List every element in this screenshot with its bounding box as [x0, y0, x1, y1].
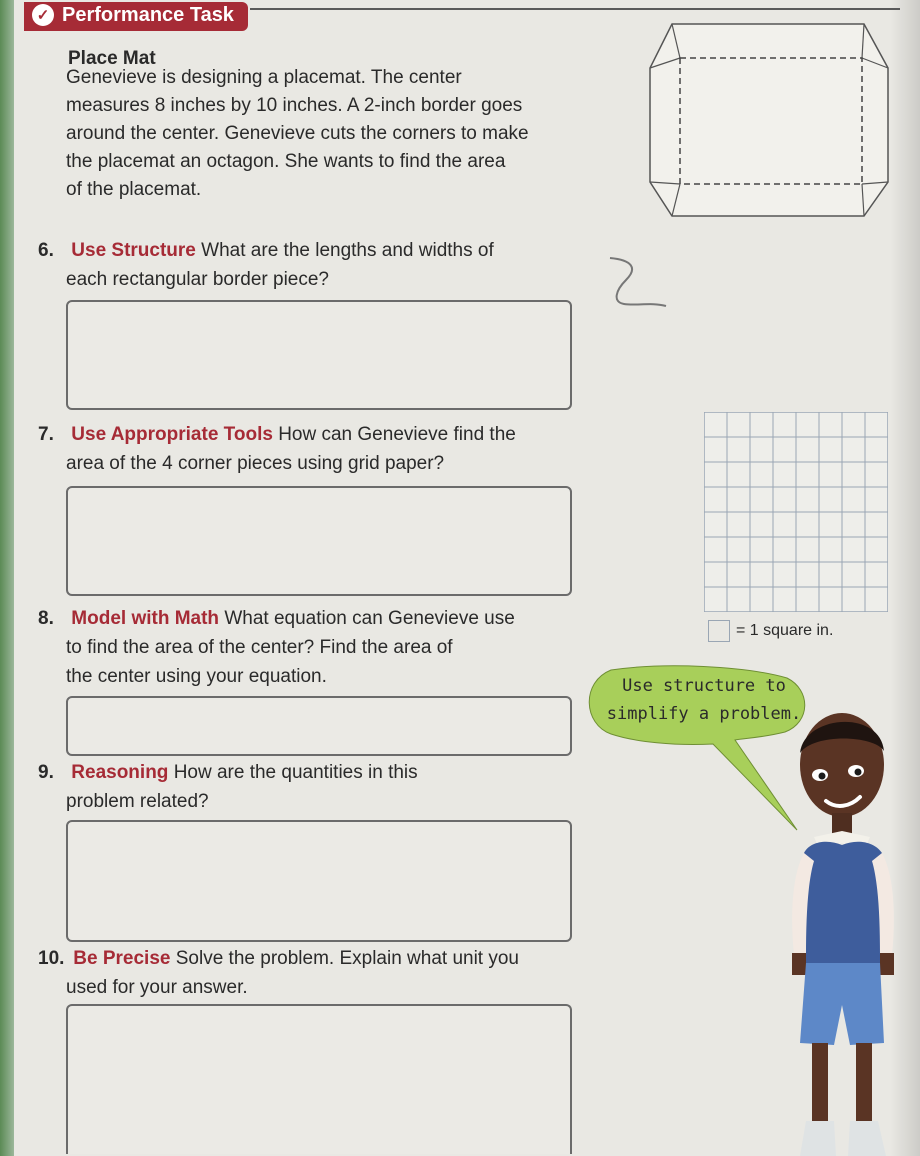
- answer-box-9[interactable]: [66, 820, 572, 942]
- placemat-diagram: [648, 22, 892, 218]
- question-10: [38, 944, 568, 1002]
- banner-rule: [250, 8, 900, 10]
- square-unit-icon: [708, 620, 730, 642]
- question-number: 10.: [38, 948, 65, 969]
- question-text: problem related?: [66, 791, 209, 812]
- answer-box-10[interactable]: [66, 1004, 572, 1154]
- question-number: 8.: [38, 608, 54, 629]
- question-text: How can Genevieve find the: [278, 424, 516, 445]
- question-text: used for your answer.: [66, 977, 248, 998]
- question-number: 7.: [38, 424, 54, 445]
- answer-box-6[interactable]: [66, 300, 572, 410]
- problem-heading: Place Mat: [68, 48, 156, 69]
- question-skill: Model with Math: [71, 608, 220, 629]
- problem-line: of the placemat.: [66, 179, 202, 200]
- question-9: [38, 758, 568, 816]
- question-text: each rectangular border piece?: [66, 269, 330, 290]
- question-text: How are the quantities in this: [173, 762, 418, 783]
- grid-legend-text: = 1 square in.: [736, 622, 834, 639]
- question-text: the center using your equation.: [66, 666, 327, 687]
- problem-line: the placemat an octagon. She wants to find the area: [66, 151, 506, 172]
- question-text: to find the area of the center? Find the area of: [66, 637, 453, 658]
- question-text: What are the lengths and widths of: [201, 240, 494, 261]
- problem-line: Genevieve is designing a placemat. The center: [66, 67, 462, 88]
- student-character: [770, 705, 910, 1156]
- question-skill: Be Precise: [73, 948, 171, 969]
- book-spine: [0, 0, 14, 1156]
- grid-legend: [708, 620, 833, 642]
- check-icon: ✓: [32, 4, 54, 26]
- question-number: 6.: [38, 240, 54, 261]
- question-8: [38, 604, 568, 691]
- banner-title: Performance Task: [62, 3, 234, 26]
- problem-line: measures 8 inches by 10 inches. A 2-inch border goes: [66, 95, 523, 116]
- problem-line: around the center. Genevieve cuts the corners to make: [66, 123, 529, 144]
- question-skill: Use Appropriate Tools: [71, 424, 273, 445]
- pencil-mark: [602, 250, 672, 320]
- question-skill: Use Structure: [71, 240, 196, 261]
- question-text: Solve the problem. Explain what unit you: [175, 948, 520, 969]
- grid-paper: [704, 412, 888, 612]
- answer-box-8[interactable]: [66, 696, 572, 756]
- question-number: 9.: [38, 762, 54, 783]
- performance-task-banner: [24, 0, 248, 32]
- question-skill: Reasoning: [71, 762, 169, 783]
- answer-box-7[interactable]: [66, 486, 572, 596]
- question-text: area of the 4 corner pieces using grid paper?: [66, 453, 445, 474]
- problem-text: [66, 64, 566, 204]
- speech-line: Use structure to: [622, 676, 786, 696]
- question-7: [38, 420, 568, 478]
- question-text: What equation can Genevieve use: [224, 608, 515, 629]
- question-6: [38, 236, 568, 294]
- speech-line: simplify a problem.: [606, 704, 802, 724]
